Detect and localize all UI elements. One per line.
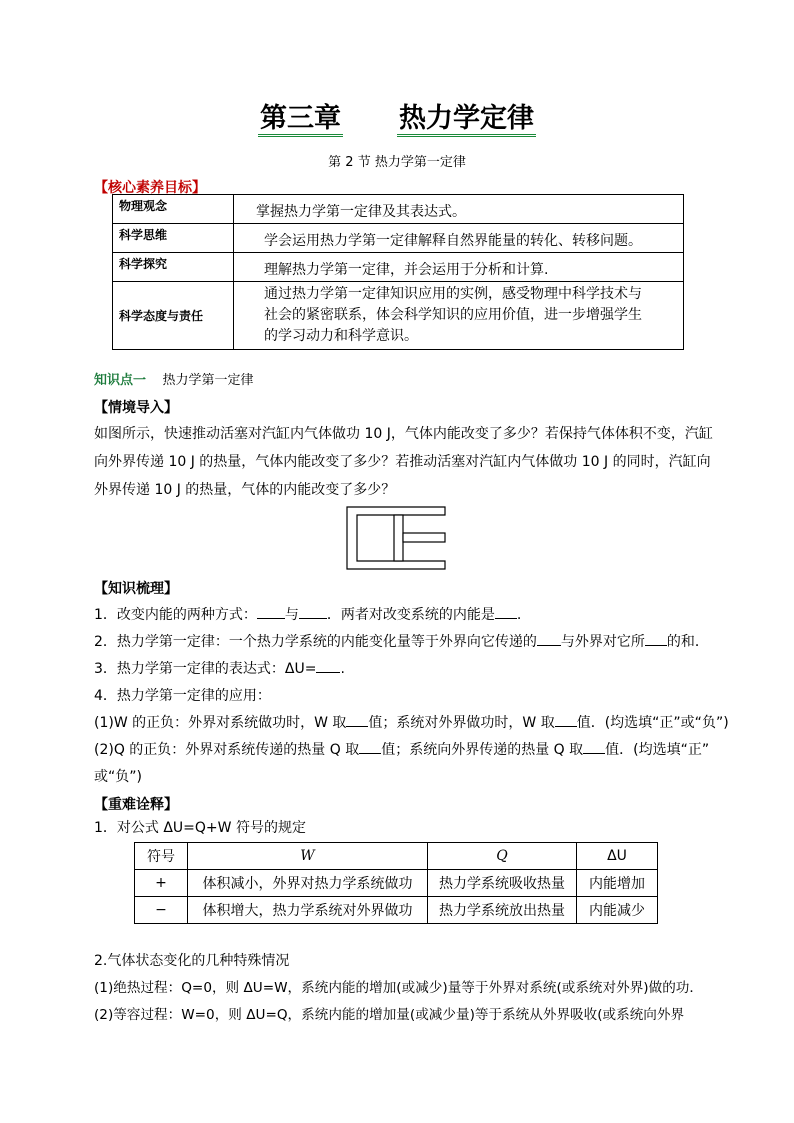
table-cell: 热力学系统吸收热量 [428, 870, 577, 897]
fill-blank[interactable] [495, 604, 517, 619]
goals-row [113, 224, 684, 253]
table-cell: − [135, 897, 188, 924]
chapter-title [0, 96, 794, 135]
table-row [135, 870, 658, 897]
text-fragment: . [516, 607, 522, 623]
difficult-line-3: (1)绝热过程：Q=0，则 ΔU=W，系统内能的增加(或减少)量等于外界对系统(或系统对外界)做的功． [94, 980, 703, 996]
fill-blank[interactable] [299, 604, 327, 619]
table-cell: 内能减少 [577, 897, 658, 924]
goals-row [113, 195, 684, 224]
text-fragment: 1．改变内能的两种方式： [94, 607, 257, 623]
goal-key: 科学探究 [113, 253, 234, 282]
table-header-cell: ΔU [577, 843, 658, 870]
cylinder-piston-figure [346, 506, 446, 570]
text-fragment: (2)Q 的正负：外界对系统传递的热量 Q 取 [94, 742, 360, 758]
fill-blank[interactable] [316, 658, 340, 673]
text-fragment: 值；系统向外界传递的热量 Q 取 [381, 742, 584, 758]
fill-blank[interactable] [359, 739, 381, 754]
goal-key: 科学思维 [113, 224, 234, 253]
fill-blank[interactable] [257, 604, 285, 619]
sign-rules-table [134, 842, 658, 924]
text-fragment: 的和． [666, 634, 709, 650]
table-cell: 内能增加 [577, 870, 658, 897]
table-cell: + [135, 870, 188, 897]
goals-row [113, 253, 684, 282]
text-fragment: 与外界对它所 [560, 634, 645, 650]
table-header-cell: W [188, 843, 428, 870]
text-fragment: 3．热力学第一定律的表达式：ΔU= [94, 661, 317, 677]
text-fragment: (1)W 的正负：外界对系统做功时，W 取 [94, 715, 347, 731]
fill-blank[interactable] [555, 712, 577, 727]
goal-key: 科学态度与责任 [113, 282, 234, 350]
review-heading: 【知识梳理】 [94, 581, 178, 597]
piston-rod [403, 533, 445, 542]
goal-value: 学会运用热力学第一定律解释自然界能量的转化、转移问题。 [234, 224, 684, 253]
difficult-line-1: 1．对公式 ΔU=Q+W 符号的规定 [94, 820, 306, 836]
chapter-name: 热力学定律 [397, 103, 536, 137]
table-cell: 热力学系统放出热量 [428, 897, 577, 924]
knowledge-title: 热力学第一定律 [162, 373, 254, 388]
table-cell: 体积减小，外界对热力学系统做功 [188, 870, 428, 897]
intro-text: 如图所示，快速推动活塞对汽缸内气体做功 10 J，气体内能改变了多少？若保持气体体积不变，汽缸向外界传递 10 J 的热量，气体内能改变了多少？若推动活塞对汽缸内气体做功 10 J 的同时，汽缸向外界传递 10 J 的热量，气体的内能改变了多少？ [94, 426, 713, 498]
review-line-4: 4．热力学第一定律的应用： [94, 688, 271, 704]
review-line-6 [94, 737, 734, 763]
table-header-row [135, 843, 658, 870]
goals-table [112, 194, 684, 350]
goal-value: 掌握热力学第一定律及其表达式。 [234, 195, 684, 224]
text-fragment: . [340, 661, 345, 677]
review-line-1 [94, 602, 714, 628]
text-fragment: 值．(均选填“正” [605, 742, 710, 758]
difficult-line-2: 2.气体状态变化的几种特殊情况 [94, 953, 290, 969]
knowledge-label: 知识点一 [94, 373, 147, 388]
review-line-5 [94, 710, 734, 736]
difficult-line-4: (2)等容过程：W=0，则 ΔU=Q，系统内能的增加量(或减少量)等于系统从外界吸收(或系统向外界 [94, 1007, 685, 1023]
fill-blank[interactable] [645, 631, 667, 646]
table-row [135, 897, 658, 924]
chapter-number: 第三章 [258, 103, 343, 137]
goal-value: 通过热力学第一定律知识应用的实例，感受物理中科学技术与社会的紧密联系，体会科学知识的应用价值，进一步增强学生的学习动力和科学意识。 [234, 282, 684, 350]
table-cell: 体积增大，热力学系统对外界做功 [188, 897, 428, 924]
fill-blank[interactable] [537, 631, 561, 646]
review-line-3 [94, 656, 714, 682]
piston-head [394, 515, 403, 561]
knowledge-point [94, 368, 714, 394]
fill-blank[interactable] [583, 739, 605, 754]
review-line-2 [94, 629, 734, 655]
fill-blank[interactable] [346, 712, 368, 727]
text-fragment: 值．(均选填“正”或“负”) [576, 715, 729, 731]
goal-value: 理解热力学第一定律，并会运用于分析和计算. [234, 253, 684, 282]
text-fragment: ．两者对改变系统的内能是 [326, 607, 495, 623]
table-header-cell: Q [428, 843, 577, 870]
goal-key: 物理观念 [113, 195, 234, 224]
section-title: 第 2 节 热力学第一定律 [328, 155, 466, 170]
table-header-cell: 符号 [135, 843, 188, 870]
review-line-7: 或“负”) [94, 769, 142, 785]
text-fragment: 与 [284, 607, 299, 623]
goals-heading: 【核心素养目标】 [94, 180, 206, 196]
intro-heading: 【情境导入】 [94, 400, 178, 416]
text-fragment: 值；系统对外界做功时，W 取 [368, 715, 555, 731]
difficult-heading: 【重难诠释】 [94, 797, 178, 813]
text-fragment: 2．热力学第一定律：一个热力学系统的内能变化量等于外界向它传递的 [94, 634, 537, 650]
goals-row [113, 282, 684, 350]
